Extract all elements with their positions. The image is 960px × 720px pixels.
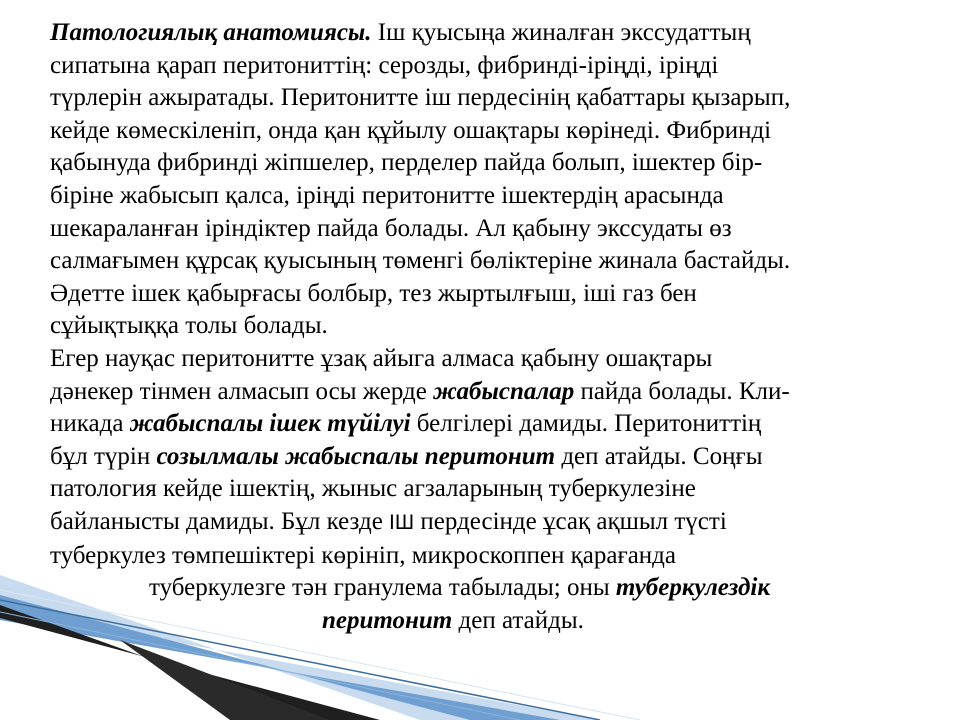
slide-text	[50, 17, 935, 637]
text-line	[50, 180, 935, 213]
text-line	[50, 408, 935, 441]
text-run: деп атайды. Соңғы	[555, 442, 763, 470]
text-line	[50, 605, 935, 638]
text-run: қабынуда фибринді жіпшелер, перделер пайда болып, ішектер бір-	[50, 149, 763, 177]
text-run: сұйықтыққа толы болады.	[50, 312, 328, 340]
text-line	[50, 473, 935, 506]
text-run: байланысты дамиды. Бұл кезде	[50, 507, 390, 535]
text-line	[50, 506, 935, 540]
text-line	[50, 213, 935, 246]
emphasis-term: созылмалы жабыспалы перитонит	[156, 442, 556, 470]
text-run: кейде көмескіленіп, онда қан құйылу ошақтары көрінеді. Фибринді	[50, 116, 772, 144]
text-run: түрлерін ажыратады. Перитонитте іш пердесінің қабаттары қызарып,	[50, 84, 791, 112]
emphasis-term: перитонит	[322, 606, 453, 634]
text-line	[50, 343, 935, 376]
text-line	[50, 245, 935, 278]
text-run: Әдетте ішек қабырғасы болбыр, тез жыртылғыш, іші газ бен	[50, 279, 697, 307]
text-line	[50, 17, 935, 50]
text-run: пердесінде ұсақ ақшыл түсті	[414, 507, 727, 535]
text-line	[50, 376, 935, 409]
text-run: салмағымен құрсақ қуысының төменгі бөліктеріне жинала бастайды.	[50, 247, 791, 275]
text-run: шекараланған іріндіктер пайда болады. Ал қабыну экссудаты өз	[50, 214, 732, 242]
text-line	[50, 50, 935, 83]
text-run: никада	[50, 410, 130, 438]
emphasis-term: туберкулездік	[615, 574, 771, 602]
emphasis-term: жабыспалы ішек түйілуі	[129, 410, 411, 438]
text-run: бұл түрін	[50, 442, 157, 470]
text-run: біріне жабысып қалса, іріңді перитонитте ішектердің арасында	[50, 181, 724, 209]
text-line	[50, 147, 935, 180]
text-line	[50, 310, 935, 343]
text-line	[50, 82, 935, 115]
text-line	[50, 115, 935, 148]
text-run: пайда болады. Кли-	[574, 377, 790, 405]
text-run: Іш қуысыңа жиналған экссудаттың	[371, 19, 751, 46]
emphasis-term: жабыспалар	[433, 377, 575, 405]
text-run: Егер науқас перитонитте ұзақ айыга алмаса қабыну ошақтары	[50, 344, 713, 372]
sans-term: ІШ	[389, 510, 415, 534]
section-heading: Патологиялық анатомиясы.	[50, 19, 372, 46]
text-run: дәнекер тінмен алмасып осы жерде	[50, 377, 434, 405]
text-run: туберкулезге тән гранулема табылады; оны	[149, 574, 616, 602]
text-run: туберкулез төмпешіктері көрініп, микроскоппен қарағанда	[50, 541, 677, 569]
text-run: деп атайды.	[452, 606, 584, 634]
text-line	[50, 572, 935, 605]
text-run: белгілері дамиды. Перитониттің	[410, 410, 762, 438]
text-run: сипатына қарап перитониттің: серозды, фибринді-іріңді, іріңді	[50, 51, 719, 79]
text-line	[50, 278, 935, 311]
text-run: патология кейде ішектің, жыныс агзаларының туберкулезіне	[50, 475, 696, 503]
text-line	[50, 441, 935, 474]
text-line	[50, 540, 935, 573]
